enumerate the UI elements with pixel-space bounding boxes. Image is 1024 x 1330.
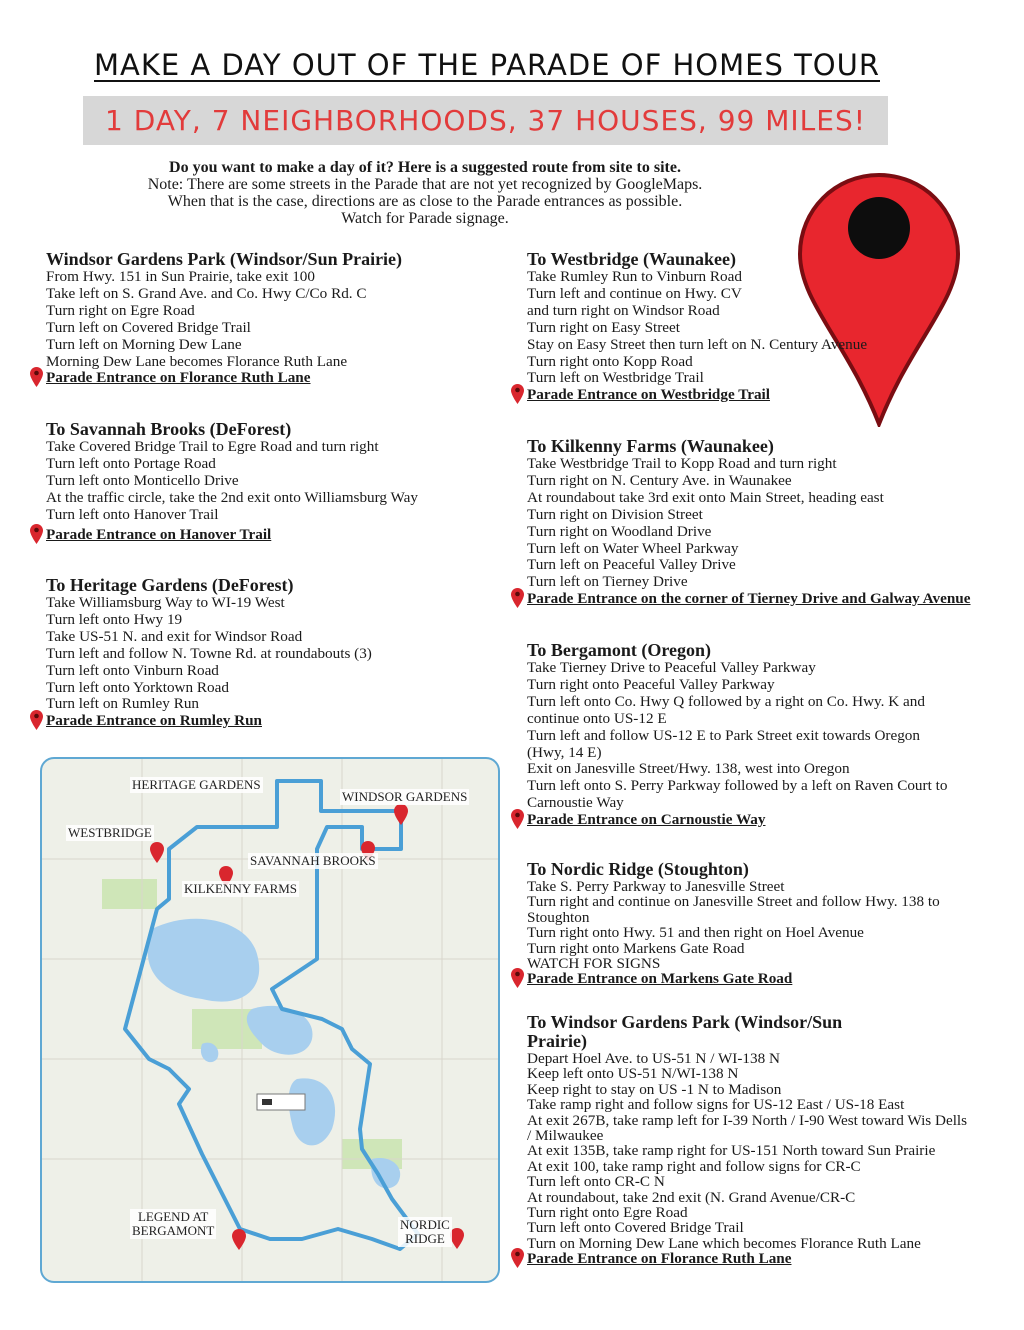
section-westbridge [527,250,867,404]
direction-step: Turn left onto CR-C N [527,1173,665,1191]
page-title: MAKE A DAY OUT OF THE PARADE OF HOMES TOUR [94,48,880,82]
parade-entrance [527,591,971,608]
subtitle-banner: 1 DAY, 7 NEIGHBORHOODS, 37 HOUSES, 99 MILES! [83,96,888,145]
section-heading: To Savannah Brooks (DeForest) [46,419,292,439]
direction-step: Turn right onto Kopp Road [527,352,693,370]
section-heading: To Windsor Gardens Park (Windsor/Sun [527,1012,843,1032]
direction-step: Turn left onto Monticello Drive [46,471,239,489]
direction-step: Take Westbridge Trail to Kopp Road and turn right [527,455,837,472]
direction-step: Turn left on Morning Dew Lane [46,335,242,353]
section-heading: To Nordic Ridge (Stoughton) [527,859,749,879]
map-pin-icon [30,367,43,387]
direction-step: Depart Hoel Ave. to US-51 N / WI-138 N [527,1050,780,1067]
map-label-line: LEGEND AT [137,1209,209,1224]
car-icon [262,1099,272,1105]
section-heritage-gardens [46,576,372,730]
map-pin-icon [511,968,524,988]
map-label-nordic-ridge [398,1217,452,1247]
direction-step: Turn right on N. Century Ave. in Waunakee [527,471,792,489]
direction-step: / Milwaukee [527,1127,604,1145]
map-label-westbridge: WESTBRIDGE [68,825,152,840]
direction-step: Turn right on Egre Road [46,301,195,319]
direction-step: Turn right onto Hwy. 51 and then right on Hoel Avenue [527,924,864,942]
parade-entrance [527,812,947,829]
map-pin-icon [394,804,408,825]
direction-step: Turn right on Division Street [527,505,703,523]
map-label-line: BERGAMONT [132,1223,215,1238]
parade-entrance [46,713,372,730]
direction-step: Turn left on Peaceful Valley Drive [527,556,736,574]
section-heading-continued: Prairie) [527,1031,587,1051]
section-nordic-ridge [527,860,940,987]
direction-step: continue onto US-12 E [527,709,667,727]
direction-step: Morning Dew Lane becomes Florance Ruth Lane [46,352,348,370]
direction-step: Turn right onto Markens Gate Road [527,939,745,957]
direction-step: Take Williamsburg Way to WI-19 West [46,594,285,611]
parade-entrance-label: Parade Entrance on Florance Ruth Lane [527,1250,792,1268]
parade-entrance-label: Parade Entrance on the corner of Tierney Drive and Galway Avenue [527,590,971,608]
direction-step: Turn left onto Hwy 19 [46,610,183,628]
direction-step: Turn left onto Yorktown Road [46,678,229,696]
section-heading: To Bergamont (Oregon) [527,640,711,660]
map-pin-icon [450,1228,464,1249]
map-pin-icon [511,1248,524,1268]
parade-entrance [527,387,867,404]
direction-step: Turn right on Easy Street [527,318,680,336]
lake-waubesa [289,1078,335,1145]
direction-step: Turn left and continue on Hwy. CV [527,284,742,302]
parade-entrance-label: Parade Entrance on Westbridge Trail [527,386,770,404]
direction-step: Turn left on Tierney Drive [527,573,688,591]
direction-step: (Hwy, 14 E) [527,743,602,761]
direction-step: Turn left on Covered Bridge Trail [46,318,251,336]
direction-step: Take US-51 N. and exit for Windsor Road [46,627,303,645]
section-kilkenny-farms [527,437,971,608]
map-label-line: RIDGE [405,1231,445,1246]
direction-step: Turn right onto Egre Road [527,1204,688,1222]
map-label-heritage-gardens: HERITAGE GARDENS [132,777,261,792]
section-windsor-gardens [46,250,402,387]
direction-step: Turn right on Woodland Drive [527,522,712,540]
direction-step: Turn left onto Co. Hwy Q followed by a right on Co. Hwy. K and [527,692,925,710]
direction-step: Turn right and continue on Janesville Street and follow Hwy. 138 to [527,893,940,911]
direction-step: Turn left and follow N. Towne Rd. at roundabouts (3) [46,644,372,662]
direction-step: From Hwy. 151 in Sun Prairie, take exit 100 [46,268,315,285]
direction-step: Turn left on Water Wheel Parkway [527,539,739,557]
intro-text [0,159,850,227]
direction-step: Keep right to stay on US -1 N to Madison [527,1080,782,1098]
direction-step: Keep left onto US-51 N/WI-138 N [527,1065,739,1083]
parade-entrance [527,1251,967,1266]
section-heading: To Kilkenny Farms (Waunakee) [527,436,774,456]
intro-lead: Do you want to make a day of it? Here is a suggested route from site to site. [169,159,681,176]
direction-step: At roundabout take 3rd exit onto Main Street, heading east [527,488,884,506]
section-savannah-brooks [46,420,418,543]
parade-entrance [46,527,418,544]
direction-step: Turn left onto Portage Road [46,454,216,472]
direction-step: Turn left and follow US-12 E to Park Street exit towards Oregon [527,726,920,744]
direction-step: Take Covered Bridge Trail to Egre Road and turn right [46,438,379,455]
direction-step: and turn right on Windsor Road [527,301,720,319]
direction-step: At roundabout, take 2nd exit (N. Grand Avenue/CR-C [527,1188,856,1206]
direction-step: At exit 100, take ramp right and follow signs for CR-C [527,1157,861,1175]
direction-step: Exit on Janesville Street/Hwy. 138, west into Oregon [527,760,850,778]
park-area [102,879,157,909]
direction-step: WATCH FOR SIGNS [527,955,661,973]
parade-entrance-label: Parade Entrance on Carnoustie Way [527,811,766,829]
route-map [40,757,500,1283]
direction-step: Turn left onto Hanover Trail [46,505,219,523]
intro-note-2: When that is the case, directions are as close to the Parade entrances as possible. [167,193,683,210]
direction-step: Turn left onto S. Perry Parkway followed by a left on Raven Court to [527,777,948,795]
intro-note-1: Note: There are some streets in the Parade that are not yet recognized by GoogleMaps. [147,176,703,193]
map-pin-icon [511,809,524,829]
map-pin-icon [511,588,524,608]
direction-step: Turn left on Westbridge Trail [527,369,704,387]
map-pin-icon [150,842,164,863]
map-pin-icon [30,524,43,544]
parade-entrance-label: Parade Entrance on Markens Gate Road [527,970,793,988]
map-label-line: NORDIC [400,1217,450,1232]
section-heading: To Heritage Gardens (DeForest) [46,575,294,595]
map-pin-icon [511,384,524,404]
direction-step: Take S. Perry Parkway to Janesville Street [527,878,785,895]
direction-step: Take left on S. Grand Ave. and Co. Hwy C/Co Rd. C [46,284,367,302]
direction-step: Stoughton [527,908,590,926]
direction-step: Take Tierney Drive to Peaceful Valley Parkway [527,659,816,676]
map-pin-icon [232,1229,246,1250]
section-bergamont [527,641,947,829]
direction-step: At exit 267B, take ramp left for I-39 North / I-90 West toward Wis Dells [527,1111,968,1129]
map-pin-icon [30,710,43,730]
parade-entrance-label: Parade Entrance on Rumley Run [46,712,262,730]
parade-entrance-label: Parade Entrance on Florance Ruth Lane [46,369,311,387]
map-label-bergamont [130,1209,216,1239]
section-heading: Windsor Gardens Park (Windsor/Sun Prairie) [46,249,403,269]
direction-step: Turn on Morning Dew Lane which becomes Florance Ruth Lane [527,1234,921,1252]
direction-step: Turn right onto Peaceful Valley Parkway [527,675,775,693]
map-label-kilkenny-farms: KILKENNY FARMS [184,881,298,896]
parade-entrance-label: Parade Entrance on Hanover Trail [46,525,272,543]
section-return-windsor [527,1013,967,1267]
direction-step: Take Rumley Run to Vinburn Road [527,268,742,285]
direction-step: Turn left onto Covered Bridge Trail [527,1219,744,1237]
parade-entrance [46,370,402,387]
direction-step: At exit 135B, take ramp right for US-151 North toward Sun Prairie [527,1142,936,1160]
direction-step: Stay on Easy Street then turn left on N. Century Avenue [527,335,868,353]
map-label-savannah-brooks: SAVANNAH BROOKS [250,853,376,868]
parade-entrance [527,971,940,986]
direction-step: At the traffic circle, take the 2nd exit onto Williamsburg Way [46,488,418,506]
intro-note-3: Watch for Parade signage. [341,210,509,227]
direction-step: Carnoustie Way [527,794,624,812]
map-label-windsor-gardens: WINDSOR GARDENS [342,789,468,804]
section-heading: To Westbridge (Waunakee) [527,249,737,269]
direction-step: Turn left onto Vinburn Road [46,661,219,679]
direction-step: Take ramp right and follow signs for US-12 East / US-18 East [527,1096,905,1114]
direction-step: Turn left on Rumley Run [46,695,200,713]
